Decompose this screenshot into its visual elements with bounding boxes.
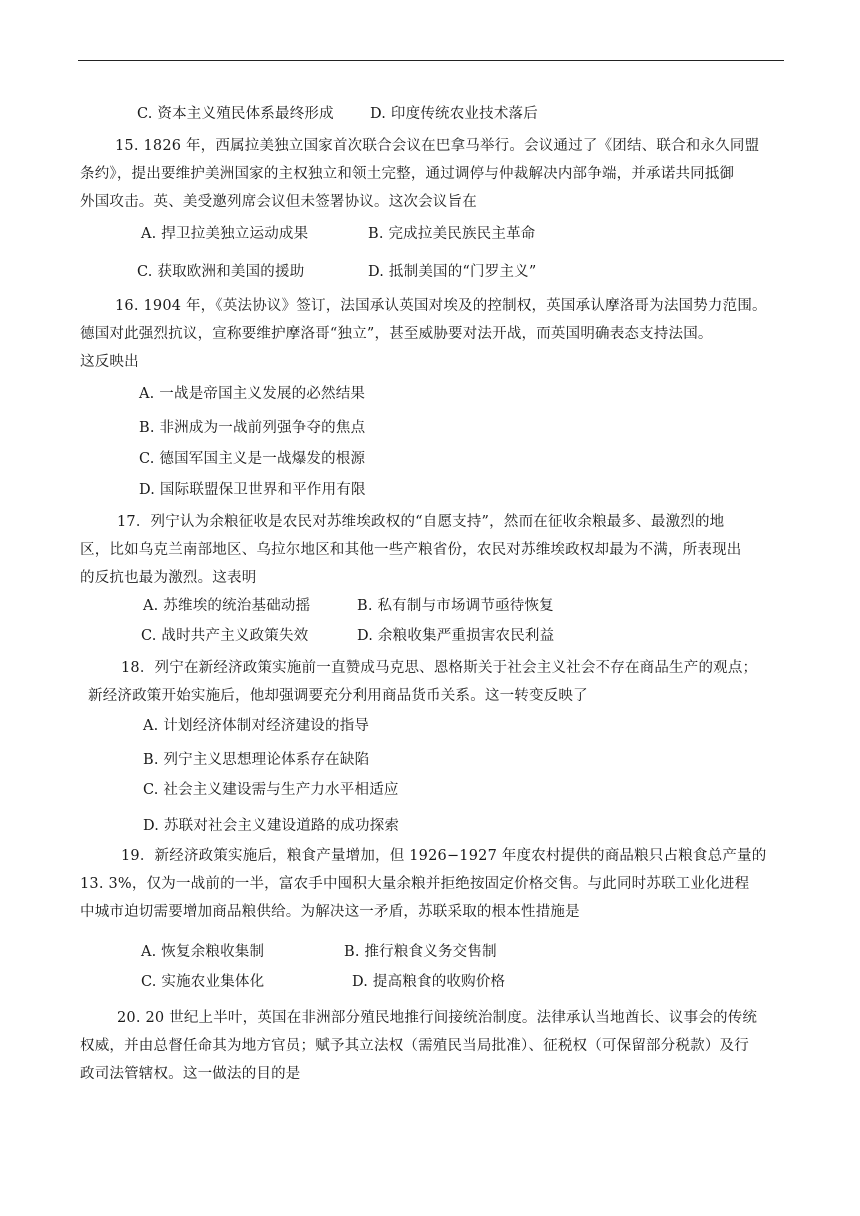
q15-stem-line-3: 外国攻击。英、美受邀列席会议但未签署协议。这次会议旨在 — [80, 194, 477, 210]
q17-option-d: D. 余粮收集严重损害农民利益 — [357, 628, 555, 644]
q18-stem-line-1: 18．列宁在新经济政策实施前一直赞成马克思、恩格斯关于社会主义社会不存在商品生产的观点； — [121, 660, 758, 676]
q15-option-c: C. 获取欧洲和美国的援助 — [137, 264, 305, 280]
header-rule — [78, 60, 784, 61]
q18-option-a: A. 计划经济体制对经济建设的指导 — [143, 718, 370, 734]
q16-option-a: A. 一战是帝国主义发展的必然结果 — [139, 386, 366, 402]
q19-stem-line-3: 中城市迫切需要增加商品粮供给。为解决这一矛盾，苏联采取的根本性措施是 — [80, 904, 580, 920]
q16-stem-line-3: 这反映出 — [80, 354, 139, 370]
q18-option-c: C. 社会主义建设需与生产力水平相适应 — [143, 782, 399, 798]
q14-option-d: D. 印度传统农业技术落后 — [370, 106, 538, 122]
q20-stem-line-3: 政司法管辖权。这一做法的目的是 — [80, 1066, 301, 1082]
q19-option-c: C. 实施农业集体化 — [141, 974, 265, 990]
q18-stem-line-2: 新经济政策开始实施后，他却强调要充分利用商品货币关系。这一转变反映了 — [88, 688, 588, 704]
q19-option-b: B. 推行粮食义务交售制 — [344, 944, 497, 960]
q15-option-b: B. 完成拉美民族民主革命 — [368, 226, 536, 242]
q19-option-d: D. 提高粮食的收购价格 — [352, 974, 506, 990]
q20-stem-line-1: 20. 20 世纪上半叶，英国在非洲部分殖民地推行间接统治制度。法律承认当地酋长、议事会的传统 — [117, 1010, 758, 1026]
q17-stem-line-2: 区，比如乌克兰南部地区、乌拉尔地区和其他一些产粮省份，农民对苏维埃政权却最为不满，所表现出 — [80, 542, 742, 558]
q17-option-b: B. 私有制与市场调节亟待恢复 — [357, 598, 554, 614]
q15-stem-line-2: 条约》，提出要维护美洲国家的主权独立和领土完整，通过调停与仲裁解决内部争端，并承诺共同抵御 — [80, 166, 735, 182]
q16-option-b: B. 非洲成为一战前列强争夺的焦点 — [139, 420, 366, 436]
q17-stem-line-1: 17．列宁认为余粮征收是农民对苏维埃政权的“自愿支持”，然而在征收余粮最多、最激烈的地 — [117, 514, 725, 530]
q19-stem-line-2: 13. 3%，仅为一战前的一半，富农手中囤积大量余粮并拒绝按固定价格交售。与此同时苏联工业化进程 — [80, 876, 750, 892]
q17-stem-line-3: 的反抗也最为激烈。这表明 — [80, 570, 257, 586]
q15-option-d: D. 抵制美国的“门罗主义” — [368, 264, 537, 280]
q16-option-c: C. 德国军国主义是一战爆发的根源 — [139, 451, 366, 467]
q18-option-d: D. 苏联对社会主义建设道路的成功探索 — [143, 818, 400, 834]
q16-stem-line-2: 德国对此强烈抗议，宣称要维护摩洛哥“独立”，甚至威胁要对法开战，而英国明确表态支持法国。 — [80, 326, 713, 342]
q15-stem-line-1: 15. 1826 年，西属拉美独立国家首次联合会议在巴拿马举行。会议通过了《团结、联合和永久同盟 — [115, 138, 760, 154]
q19-option-a: A. 恢复余粮收集制 — [141, 944, 265, 960]
q20-stem-line-2: 权威，并由总督任命其为地方官员；赋予其立法权（需殖民当局批准）、征税权（可保留部分税款）及行 — [80, 1038, 749, 1054]
q15-option-a: A. 捍卫拉美独立运动成果 — [141, 226, 309, 242]
q16-stem-line-1: 16. 1904 年，《英法协议》签订，法国承认英国对埃及的控制权，英国承认摩洛哥为法国势力范围。 — [115, 298, 767, 314]
q17-option-c: C. 战时共产主义政策失效 — [141, 628, 309, 644]
q17-option-a: A. 苏维埃的统治基础动摇 — [143, 598, 311, 614]
q14-option-c: C. 资本主义殖民体系最终形成 — [137, 106, 334, 122]
q16-option-d: D. 国际联盟保卫世界和平作用有限 — [139, 482, 366, 498]
q19-stem-line-1: 19．新经济政策实施后，粮食产量增加，但 1926−1927 年度农村提供的商品粮只占粮食总产量的 — [121, 848, 767, 864]
q18-option-b: B. 列宁主义思想理论体系存在缺陷 — [143, 752, 370, 768]
